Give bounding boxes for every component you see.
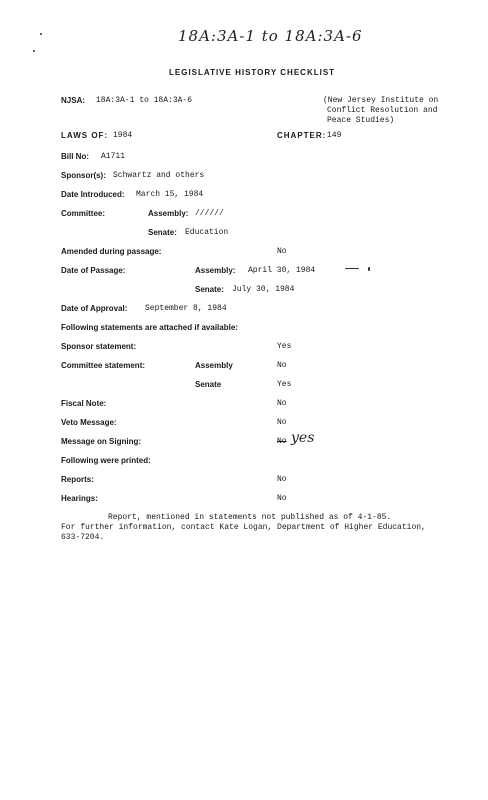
date-introduced-value: March 15, 1984 <box>136 190 204 199</box>
message-signing-label: Message on Signing: <box>61 437 142 446</box>
chapter-value: 149 <box>327 131 342 140</box>
message-signing-struck-value: No <box>277 437 287 446</box>
institute-line-1: (New Jersey Institute on <box>323 96 439 105</box>
committee-assembly-value: ////// <box>195 209 224 218</box>
fiscal-note-label: Fiscal Note: <box>61 399 107 408</box>
hearings-label: Hearings: <box>61 494 98 503</box>
passage-label: Date of Passage: <box>61 266 126 275</box>
scan-speck <box>345 268 359 269</box>
scan-speck <box>33 50 35 52</box>
footer-line-2: For further information, contact Kate Logan, Department of Higher Education, <box>61 523 426 532</box>
veto-message-label: Veto Message: <box>61 418 117 427</box>
footer-line-1: Report, mentioned in statements not published as of 4-1-85. <box>108 513 392 522</box>
approval-label: Date of Approval: <box>61 304 128 313</box>
scan-speck <box>368 267 370 271</box>
fiscal-note-value: No <box>277 399 287 408</box>
amended-label: Amended during passage: <box>61 247 162 256</box>
sponsor-statement-value: Yes <box>277 342 292 351</box>
committee-statement-assembly-value: No <box>277 361 287 370</box>
passage-senate-label: Senate: <box>195 285 224 294</box>
committee-assembly-label: Assembly: <box>148 209 189 218</box>
laws-of-value: 1984 <box>113 131 133 140</box>
following-printed: Following were printed: <box>61 456 151 465</box>
date-introduced-label: Date Introduced: <box>61 190 125 199</box>
reports-label: Reports: <box>61 475 94 484</box>
laws-of-label: LAWS OF: <box>61 131 109 140</box>
handwritten-header: 18A:3A-1 to 18A:3A-6 <box>178 27 363 45</box>
committee-statement-label: Committee statement: <box>61 361 146 370</box>
message-signing-handwritten-value: yes <box>291 430 315 446</box>
committee-senate-value: Education <box>185 228 229 237</box>
njsa-label: NJSA: <box>61 96 86 105</box>
sponsors-value: Schwartz and others <box>113 171 205 180</box>
institute-line-3: Peace Studies) <box>327 116 395 125</box>
amended-value: No <box>277 247 287 256</box>
committee-statement-senate-value: Yes <box>277 380 292 389</box>
bill-no-value: A1711 <box>101 152 126 161</box>
footer-line-3: 633-7204. <box>61 533 105 542</box>
committee-statement-senate-label: Senate <box>195 380 222 389</box>
committee-statement-assembly-label: Assembly <box>195 361 233 370</box>
committee-senate-label: Senate: <box>148 228 177 237</box>
sponsors-label: Sponsor(s): <box>61 171 106 180</box>
sponsor-statement-label: Sponsor statement: <box>61 342 137 351</box>
chapter-label: CHAPTER: <box>277 131 327 140</box>
passage-assembly-label: Assembly: <box>195 266 236 275</box>
following-attached: Following statements are attached if available: <box>61 323 238 332</box>
passage-assembly-value: April 30, 1984 <box>248 266 316 275</box>
page-title: LEGISLATIVE HISTORY CHECKLIST <box>169 68 336 77</box>
hearings-value: No <box>277 494 287 503</box>
reports-value: No <box>277 475 287 484</box>
approval-value: September 8, 1984 <box>145 304 227 313</box>
bill-no-label: Bill No: <box>61 152 89 161</box>
scan-speck <box>40 33 42 35</box>
committee-label: Committee: <box>61 209 106 218</box>
veto-message-value: No <box>277 418 287 427</box>
institute-line-2: Conflict Resolution and <box>327 106 438 115</box>
passage-senate-value: July 30, 1984 <box>232 285 295 294</box>
njsa-value: 18A:3A-1 to 18A:3A-6 <box>96 96 193 105</box>
